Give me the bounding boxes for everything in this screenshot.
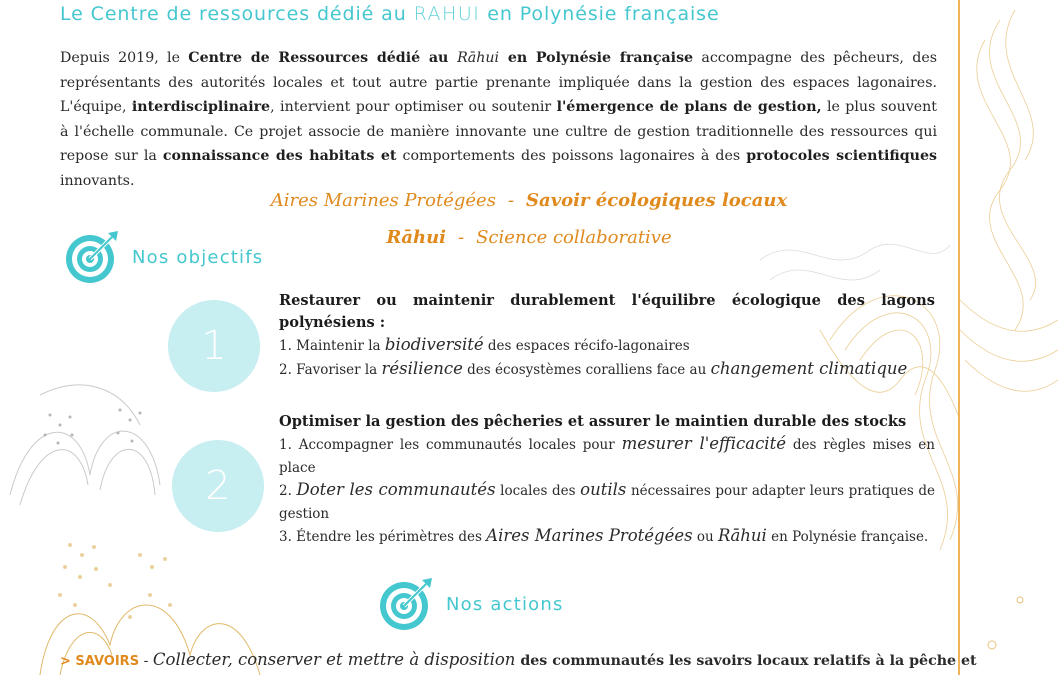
objective-1-item-1: 1. Maintenir la biodiversité des espaces récifo-lagonaires xyxy=(279,335,690,354)
objective-1-item-2: 2. Favoriser la résilience des écosystèmes coralliens face au changement climatique xyxy=(279,358,908,378)
vertical-divider xyxy=(958,0,960,675)
objective-2-item-1: 1. Accompagner les communautés locales pour mesurer l'efficacité des règles mises en place xyxy=(279,434,935,476)
keyword-amp: Aires Marines Protégées xyxy=(270,190,496,211)
keyword-rahui: Rāhui xyxy=(386,227,446,248)
target-icon xyxy=(378,576,434,632)
title-rahui: RAHUI xyxy=(413,3,481,25)
objective-2 xyxy=(279,411,935,549)
objective-1-title: Restaurer ou maintenir durablement l'équilibre écologique des lagons polynésiens : xyxy=(279,292,935,331)
intro-paragraph: Depuis 2019, le Centre de Ressources dédié au Rāhui en Polynésie française accompagne des pêcheurs, des représentants des autorités locales et tout autre partie prenante impliquée dans la gestion des espaces lagonaires. L'équipe, interdisciplinaire, intervient pour optimiser ou soutenir l'émergence de plans de gestion, le plus souvent à l'échelle communale. Ce projet associe de manière innovante une cultre de gestion traditionnelle des ressources qui repose sur la connaissance des habitats et comportements des poissons lagonaires à des protocoles scientifiques innovants. xyxy=(60,50,938,189)
actions-heading-label: Nos actions xyxy=(446,593,564,615)
objective-2-item-2: 2. Doter les communautés locales des outils nécessaires pour adapter leurs pratiques de gestion xyxy=(279,480,935,522)
objectives-heading-label: Nos objectifs xyxy=(132,246,264,268)
keywords-line-1: Aires Marines Protégées - Savoir écologiques locaux xyxy=(270,190,788,211)
objective-2-title: Optimiser la gestion des pêcheries et assurer le maintien durable des stocks xyxy=(279,413,907,430)
action-savoirs: > SAVOIRS - Collecter, conserver et mettre à disposition des communautés les savoirs locaux relatifs à la pêche et xyxy=(60,650,977,669)
keywords-line-2: Rāhui - Science collaborative xyxy=(386,227,672,248)
objective-number-1: 1 xyxy=(168,300,260,392)
keyword-science: Science collaborative xyxy=(476,227,672,248)
page-title: Le Centre de ressources dédié au RAHUI en Polynésie française xyxy=(60,3,720,25)
keyword-savoir: Savoir écologiques locaux xyxy=(526,190,788,211)
objective-number-2: 2 xyxy=(172,440,264,532)
actions-heading xyxy=(378,576,564,632)
objective-1 xyxy=(279,290,935,381)
coral-illustration-left xyxy=(0,355,300,675)
objective-2-item-3: 3. Étendre les périmètres des Aires Marines Protégées ou Rāhui en Polynésie française. xyxy=(279,526,929,545)
objectives-heading xyxy=(64,229,263,285)
savoirs-tag: > SAVOIRS xyxy=(60,654,140,669)
target-icon xyxy=(64,229,120,285)
